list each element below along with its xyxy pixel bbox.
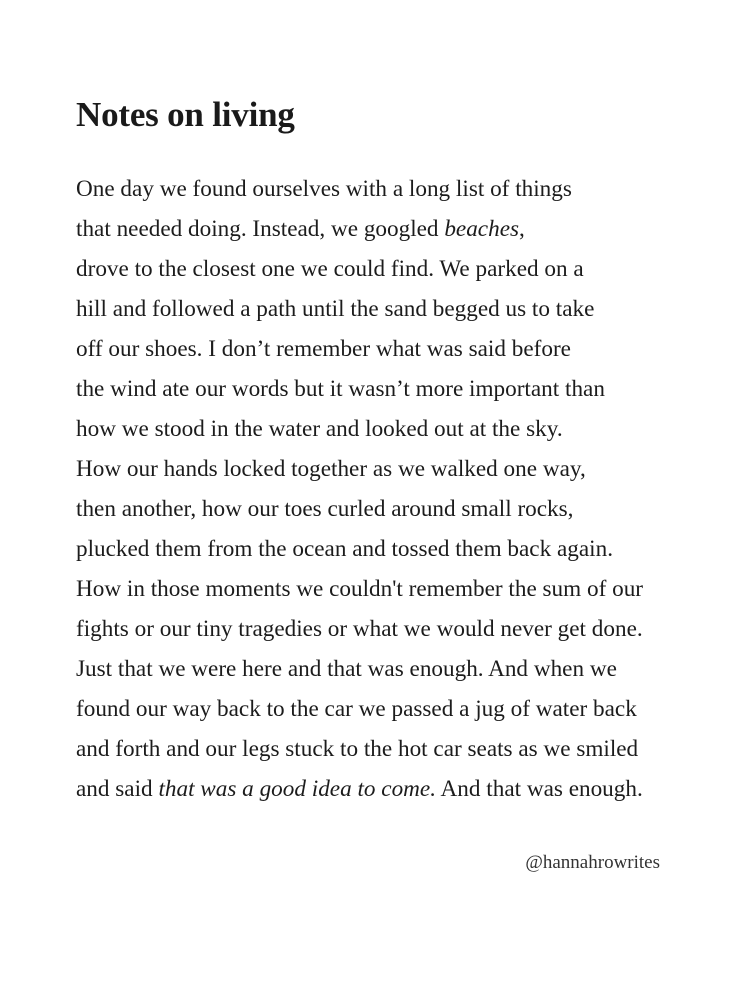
poem-line	[76, 569, 643, 609]
poem-line-text: then another, how our toes curled around small rocks,	[76, 496, 574, 522]
poem-line	[76, 769, 643, 809]
poem-line-text: that needed doing. Instead, we googled	[76, 216, 445, 242]
poem-line	[76, 689, 643, 729]
poem-line-text: plucked them from the ocean and tossed them back again.	[76, 536, 613, 562]
poem-line-italic: that was a good idea to come.	[158, 776, 437, 802]
poem-line-text: How in those moments we couldn't remember the sum of our	[76, 576, 644, 602]
poem-line	[76, 409, 643, 449]
poem-line	[76, 249, 643, 289]
poem-line-suffix: ,	[519, 216, 525, 242]
poem-line-text: How our hands locked together as we walked one way,	[76, 456, 586, 482]
poem-line-text: off our shoes. I don’t remember what was said before	[76, 336, 571, 362]
author-handle: @hannahrowrites	[525, 852, 660, 873]
poem-line-text: fights or our tiny tragedies or what we would never get done.	[76, 616, 643, 642]
page-title: Notes on living	[76, 95, 295, 134]
poem-line	[76, 449, 643, 489]
poem-line-italic: beaches	[444, 216, 520, 242]
poem-line	[76, 369, 643, 409]
poem-line-text: how we stood in the water and looked out at the sky.	[76, 416, 563, 442]
poem-line-text: drove to the closest one we could find. We parked on a	[76, 256, 584, 282]
poem-line	[76, 529, 643, 569]
poem-body	[76, 169, 643, 809]
poem-line-text: hill and followed a path until the sand begged us to take	[76, 296, 595, 322]
poem-line	[76, 729, 643, 769]
poem-line	[76, 609, 643, 649]
poem-line-text: the wind ate our words but it wasn’t more important than	[76, 376, 605, 402]
poem-line	[76, 289, 643, 329]
poem-line-text: One day we found ourselves with a long list of things	[76, 176, 572, 202]
poem-line	[76, 329, 643, 369]
poem-line-text: and said	[76, 776, 159, 802]
poem-line-text: found our way back to the car we passed a jug of water back	[76, 696, 637, 722]
poem-line-text: and forth and our legs stuck to the hot car seats as we smiled	[76, 736, 639, 762]
poem-line-text: Just that we were here and that was enough. And when we	[76, 656, 617, 682]
poem-line	[76, 169, 643, 209]
poem-line	[76, 649, 643, 689]
poem-line	[76, 209, 643, 249]
poem-line	[76, 489, 643, 529]
poem-line-suffix: And that was enough.	[436, 776, 643, 802]
